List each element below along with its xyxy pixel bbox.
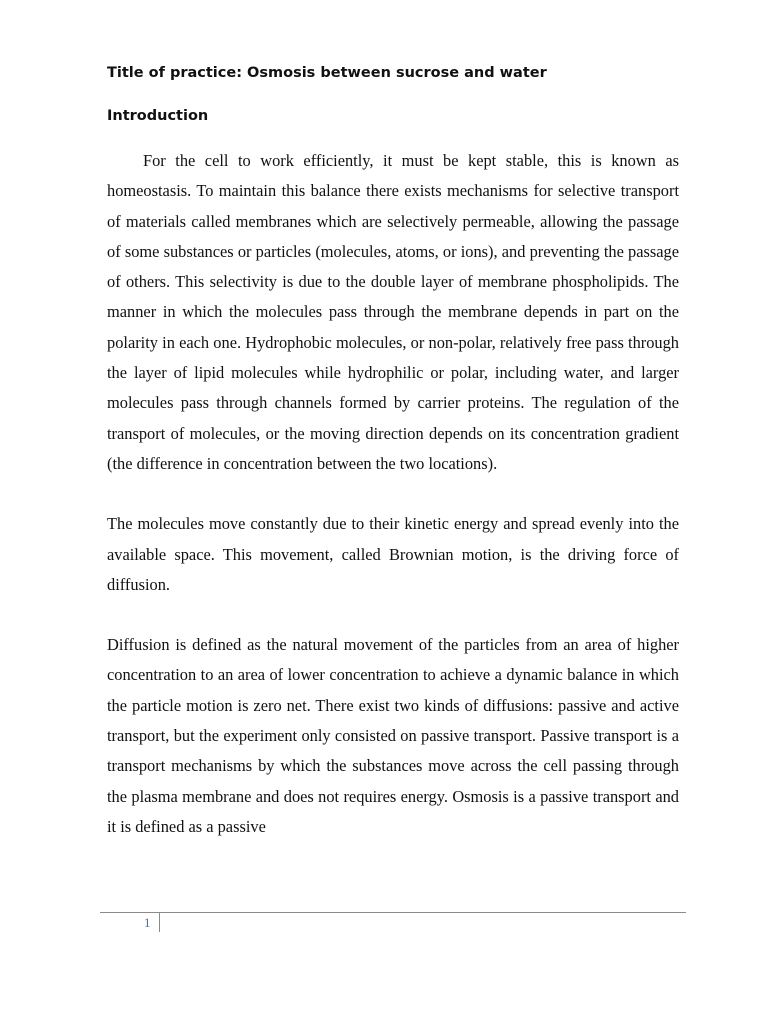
section-heading-introduction: Introduction	[107, 108, 209, 124]
paragraph-homeostasis: For the cell to work efficiently, it must be kept stable, this is known as homeostasis. To maintain this balance there exists mechanisms for selective transport of materials called membranes which are selectively permeable, allowing the passage of some substances or particles (molecules, atoms, or ions), and preventing the passage of others. This selectivity is due to the double layer of membrane phospholipids. The manner in which the molecules pass through the membrane depends in part on the polarity in each one. Hydrophobic molecules, or non-polar, relatively free pass through the layer of lipid molecules while hydrophilic or polar, including water, and larger molecules pass through channels formed by carrier proteins. The regulation of the transport of molecules, or the moving direction depends on its concentration gradient (the difference in concentration between the two locations).	[107, 151, 679, 473]
page-number-divider	[159, 913, 160, 932]
paragraph-brownian-motion: The molecules move constantly due to their kinetic energy and spread evenly into the available space. This movement, called Brownian motion, is the driving force of diffusion.	[107, 514, 679, 594]
page-number: 1	[144, 915, 151, 930]
footer-rule	[100, 912, 686, 913]
document-body	[107, 60, 679, 842]
paragraph-diffusion: Diffusion is defined as the natural movement of the particles from an area of higher concentration to an area of lower concentration to achieve a dynamic balance in which the particle motion is zero net. There exist two kinds of diffusions: passive and active transport, but the experiment only consisted on passive transport. Passive transport is a transport mechanisms by which the substances move across the cell passing through the plasma membrane and does not requires energy. Osmosis is a passive transport and it is defined as a passive	[107, 635, 679, 836]
document-title: Title of practice: Osmosis between sucrose and water	[107, 65, 547, 81]
